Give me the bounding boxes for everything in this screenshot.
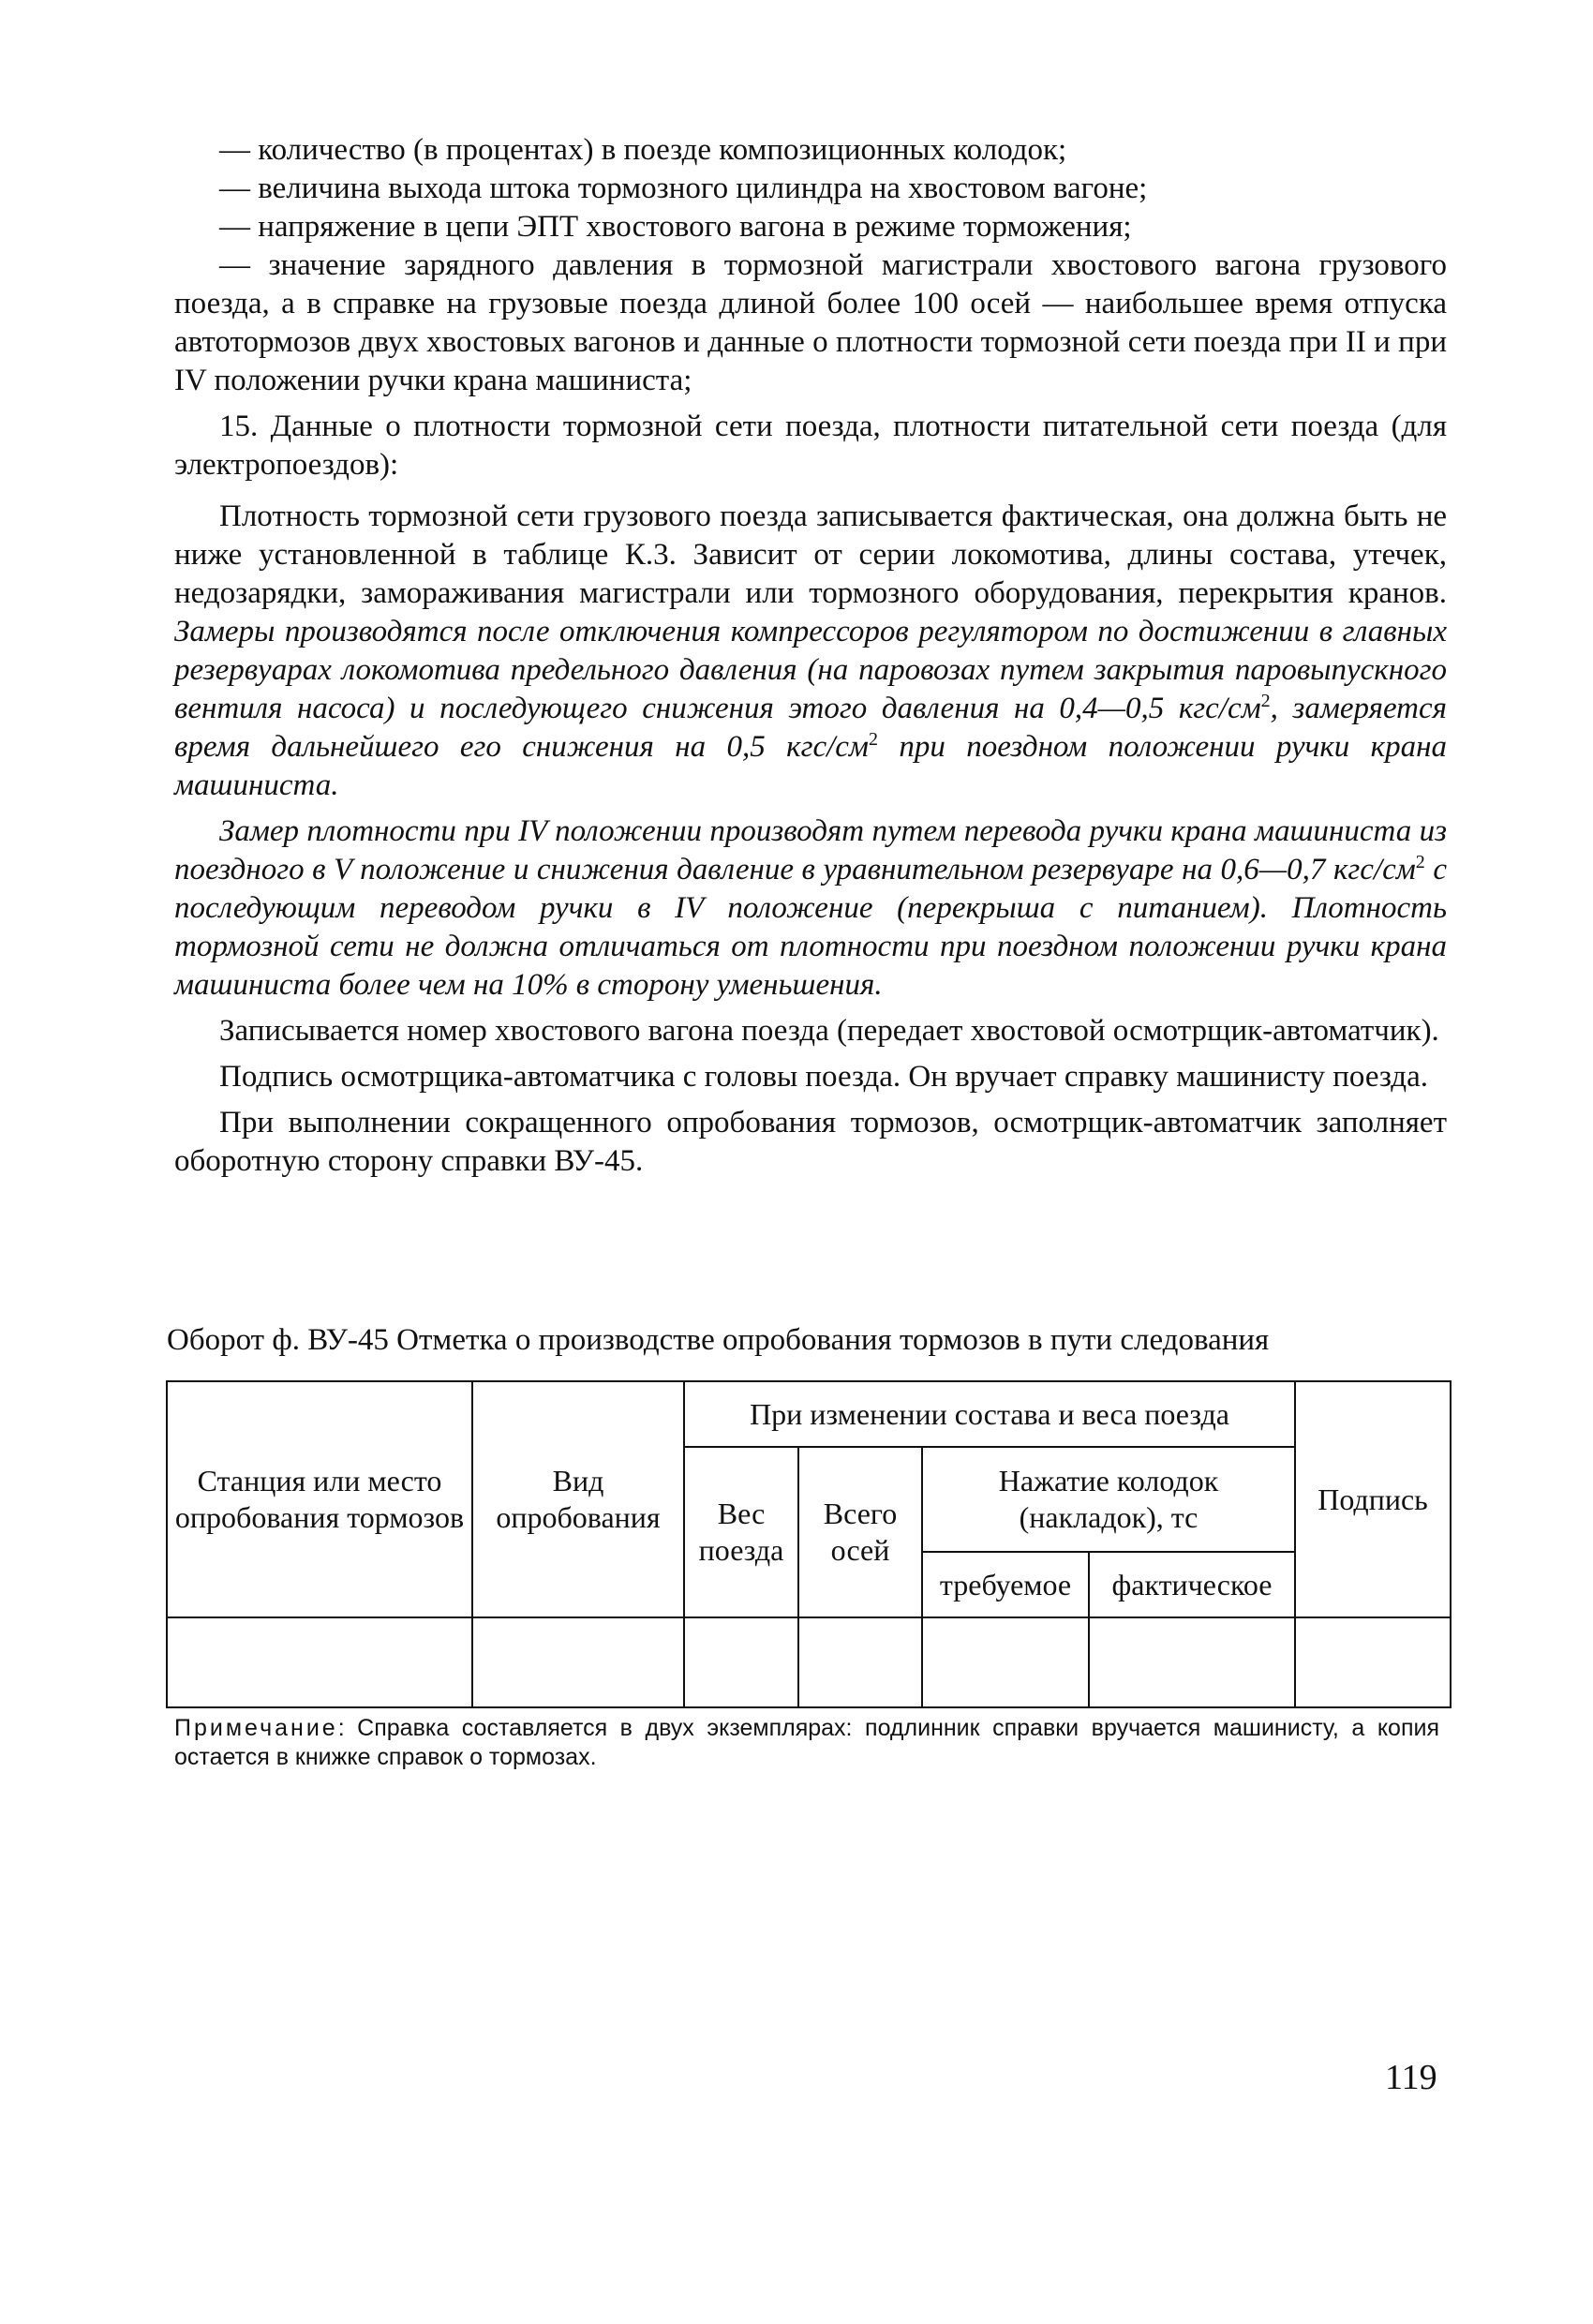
header-station: Станция или место опробования тормозов [167,1381,472,1617]
list-item-charging-pressure: — значение зарядного давления в тормозной магистрали хвостового вагона грузового поезда, а в справке на грузовые поезда длиной более 100 осей — наибольшее время отпуска автотормозов двух хвостовых вагонов и данные о плотности тормозной сети поезда при II и при IV положении ручки крана машиниста; [174,248,1447,397]
header-axles-total: Всего осей [798,1447,922,1617]
table-cell [1295,1617,1451,1707]
density-italic-3: при поездном положении ручки крана машиниста. [174,730,1447,802]
list-item-composite-pads: — количество (в процентах) в поезде композиционных колодок; [219,133,1067,167]
table-cell [684,1617,798,1707]
list-item-rod-output: — величина выхода штока тормозного цилиндра на хвостовом вагоне; [219,171,1148,205]
main-text [174,131,1447,1181]
density-italic-1: Замеры производятся после отключения компрессоров регулятором по достижении в главных резервуарах локомотива предельного давления (на паровозах путем закрытия паровыпускного вентиля насоса) и последующего снижения этого давления на 0,4—0,5 кгс/см [174,615,1447,725]
table-cell [922,1617,1089,1707]
table-cell [167,1617,472,1707]
measure-italic-2: с последующим переводом ручки в IV положение (перекрыша с питанием). Плотность тормозной сети не должна отличаться от плотности при поездном положении ручки крана машиниста более чем на 10% в сторону уменьшения. [174,853,1447,1002]
footnote [174,1714,1439,1772]
superscript: 2 [1415,852,1425,872]
table-row [167,1617,1451,1707]
page-number: 119 [1385,2058,1437,2097]
footnote-label: Примечание [174,1715,338,1741]
table-caption: Оборот ф. ВУ-45 Отметка о производстве опробования тормозов в пути следования [167,1323,1270,1357]
table-cell [798,1617,922,1707]
item-15-heading: 15. Данные о плотности тормозной сети поезда, плотности питательной сети поезда (для электропоездов): [174,410,1447,482]
table-cell [472,1617,684,1707]
density-italic-2: , замеряется время дальнейшего его снижения на 0,5 кгс/см [174,692,1447,764]
header-signature: Подпись [1295,1381,1451,1617]
signature-paragraph: Подпись осмотрщика-автоматчика с головы поезда. Он вручает справку машинисту поезда. [219,1060,1428,1094]
header-required: требуемое [922,1552,1089,1617]
density-text: Плотность тормозной сети грузового поезда записывается фактическая, она должна быть не ниже установленной в таблице К.3. Зависит от серии локомотива, длины состава, утечек, недозарядки, замораживания магистрали или тормозного оборудования, перекрытия кранов. [174,499,1447,610]
measure-paragraph [174,812,1447,1005]
header-test-type: Вид опробования [472,1381,684,1617]
tail-car-paragraph: Записывается номер хвостового вагона поезда (передает хвостовой осмотрщик-автоматчик). [219,1014,1439,1048]
table-cell [1089,1617,1295,1707]
header-composition-change: При изменении состава и веса поезда [684,1381,1295,1447]
footnote-text: : Справка составляется в двух экземплярах: подлинник справки вручается машинисту, а копия остается в книжке справок о тормозах. [174,1715,1439,1770]
reduced-test-paragraph: При выполнении сокращенного опробования тормозов, осмотрщик-автоматчик заполняет оборотную сторону справки ВУ-45. [174,1106,1447,1178]
list-item-ept-voltage: — напряжение в цепи ЭПТ хвостового вагона в режиме торможения; [219,210,1132,244]
header-pad-pressure: Нажатие колодок (накладок), тс [922,1447,1295,1552]
superscript: 2 [1260,691,1271,711]
header-actual: фактическое [1089,1552,1295,1617]
superscript: 2 [868,729,878,750]
density-paragraph [174,498,1447,805]
measure-italic-1: Замер плотности при IV положении производят путем перевода ручки крана машиниста из поездного в V положение и снижения давление в уравнительном резервуаре на 0,6—0,7 кгс/см [174,814,1447,886]
header-train-weight: Вес поезда [684,1447,798,1617]
vu45-back-table [166,1380,1452,1708]
